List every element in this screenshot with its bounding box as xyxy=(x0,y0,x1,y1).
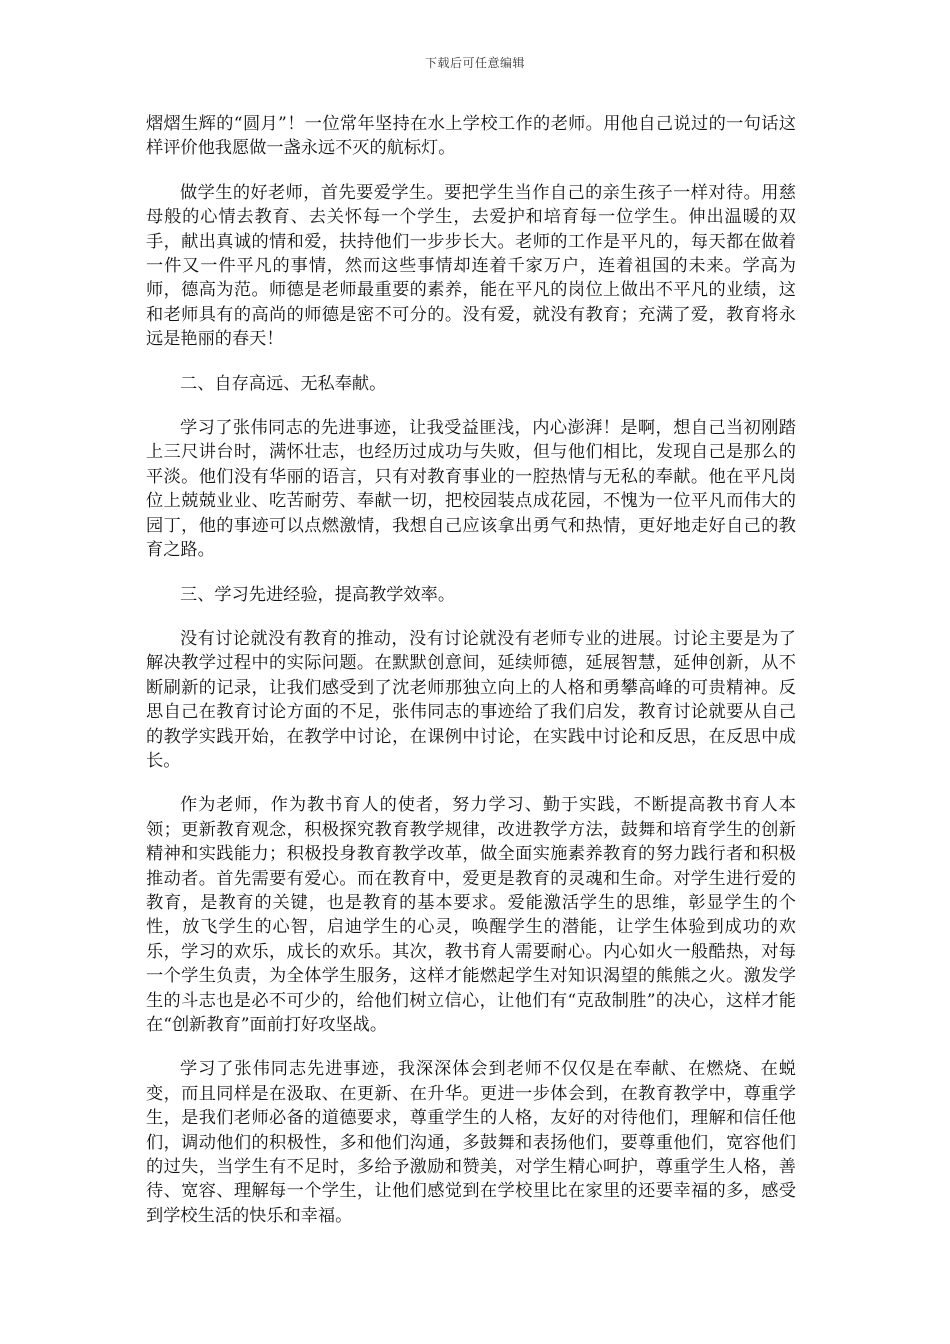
paragraph-love-students: 做学生的好老师，首先要爱学生。要把学生当作自己的亲生孩子一样对待。用慈母般的心情去教育、去关怀每一个学生，去爱护和培育每一位学生。伸出温暖的双手，献出真诚的情和爱，扶持他们一步步长大。老师的工作是平凡的，每天都在做着一件又一件平凡的事情，然而这些事情却连着千家万户，连着祖国的未来。学高为师，德高为范。师德是老师最重要的素养，能在平凡的岗位上做出不平凡的业绩，这和老师具有的高尚的师德是密不可分的。没有爱，就没有教育；充满了爱，教育将永远是艳丽的春天！ xyxy=(146,182,796,350)
paragraph-dedication: 学习了张伟同志的先进事迹，让我受益匪浅，内心澎湃！是啊，想自己当初刚踏上三尺讲台时，满怀壮志，也经历过成功与失败，但与他们相比，发现自己是那么的平淡。他们没有华丽的语言，只有对教育事业的一腔热情与无私的奉献。他在平凡岗位上兢兢业业、吃苦耐劳、奉献一切，把校园装点成花园，不愧为一位平凡而伟大的园丁，他的事迹可以点燃激情，我想自己应该拿出勇气和热情，更好地走好自己的教育之路。 xyxy=(146,418,796,561)
page-header: 下载后可任意编辑 xyxy=(424,56,525,70)
paragraph-continuation: 熠熠生辉的“圆月”！一位常年坚持在水上学校工作的老师。用他自己说过的一句话这样评价他我愿做一盏永远不灭的航标灯。 xyxy=(146,114,796,159)
section-heading-3: 三、学习先进经验，提高教学效率。 xyxy=(180,584,456,605)
paragraph-respect-students: 学习了张伟同志先进事迹，我深深体会到老师不仅仅是在奉献、在燃烧、在蜕变，而且同样是在汲取、在更新、在升华。更进一步体会到，在教育教学中，尊重学生，是我们老师必备的道德要求，尊重学生的人格，友好的对待他们，理解和信任他们，调动他们的积极性，多和他们沟通，多鼓舞和表扬他们，要尊重他们，宽容他们的过失，当学生有不足时，多给予激励和赞美，对学生精心呵护，尊重学生人格，善待、宽容、理解每一个学生，让他们感觉到在学校里比在家里的还要幸福的多，感受到学校生活的快乐和幸福。 xyxy=(146,1059,796,1226)
section-heading-2: 二、自存高远、无私奉献。 xyxy=(180,373,387,394)
paragraph-research: 没有讨论就没有教育的推动，没有讨论就没有老师专业的进展。讨论主要是为了解决教学过程中的实际问题。在默默创意间，延续师德，延展智慧，延伸创新，从不断刷新的记录，让我们感受到了沈老师那独立向上的人格和勇攀高峰的可贵精神。反思自己在教育讨论方面的不足，张伟同志的事迹给了我们启发，教育讨论就要从自己的教学实践开始，在教学中讨论，在课例中讨论，在实践中讨论和反思，在反思中成长。 xyxy=(146,628,796,771)
document-body xyxy=(146,112,796,1248)
paragraph-teacher-role: 作为老师，作为教书育人的使者，努力学习、勤于实践，不断提高教书育人本领；更新教育观念，积极探究教育教学规律，改进教学方法，鼓舞和培育学生的创新精神和实践能力；积极投身教育教学改革，做全面实施素养教育的努力践行者和积极推动者。首先需要有爱心。而在教育中，爱更是教育的灵魂和生命。对学生进行爱的教育，是教育的关键，也是教育的基本要求。爱能激活学生的思维，彰显学生的个性，放飞学生的心智，启迪学生的心灵，唤醒学生的潜能，让学生体验到成功的欢乐，学习的欢乐，成长的欢乐。其次，教书育人需要耐心。内心如火一般酷热，对每一个学生负责，为全体学生服务，这样才能燃起学生对知识渴望的熊熊之火。激发学生的斗志也是必不可少的，给他们树立信心，让他们有“克敌制胜”的决心，这样才能在“创新教育”面前打好攻坚战。 xyxy=(146,795,796,1035)
